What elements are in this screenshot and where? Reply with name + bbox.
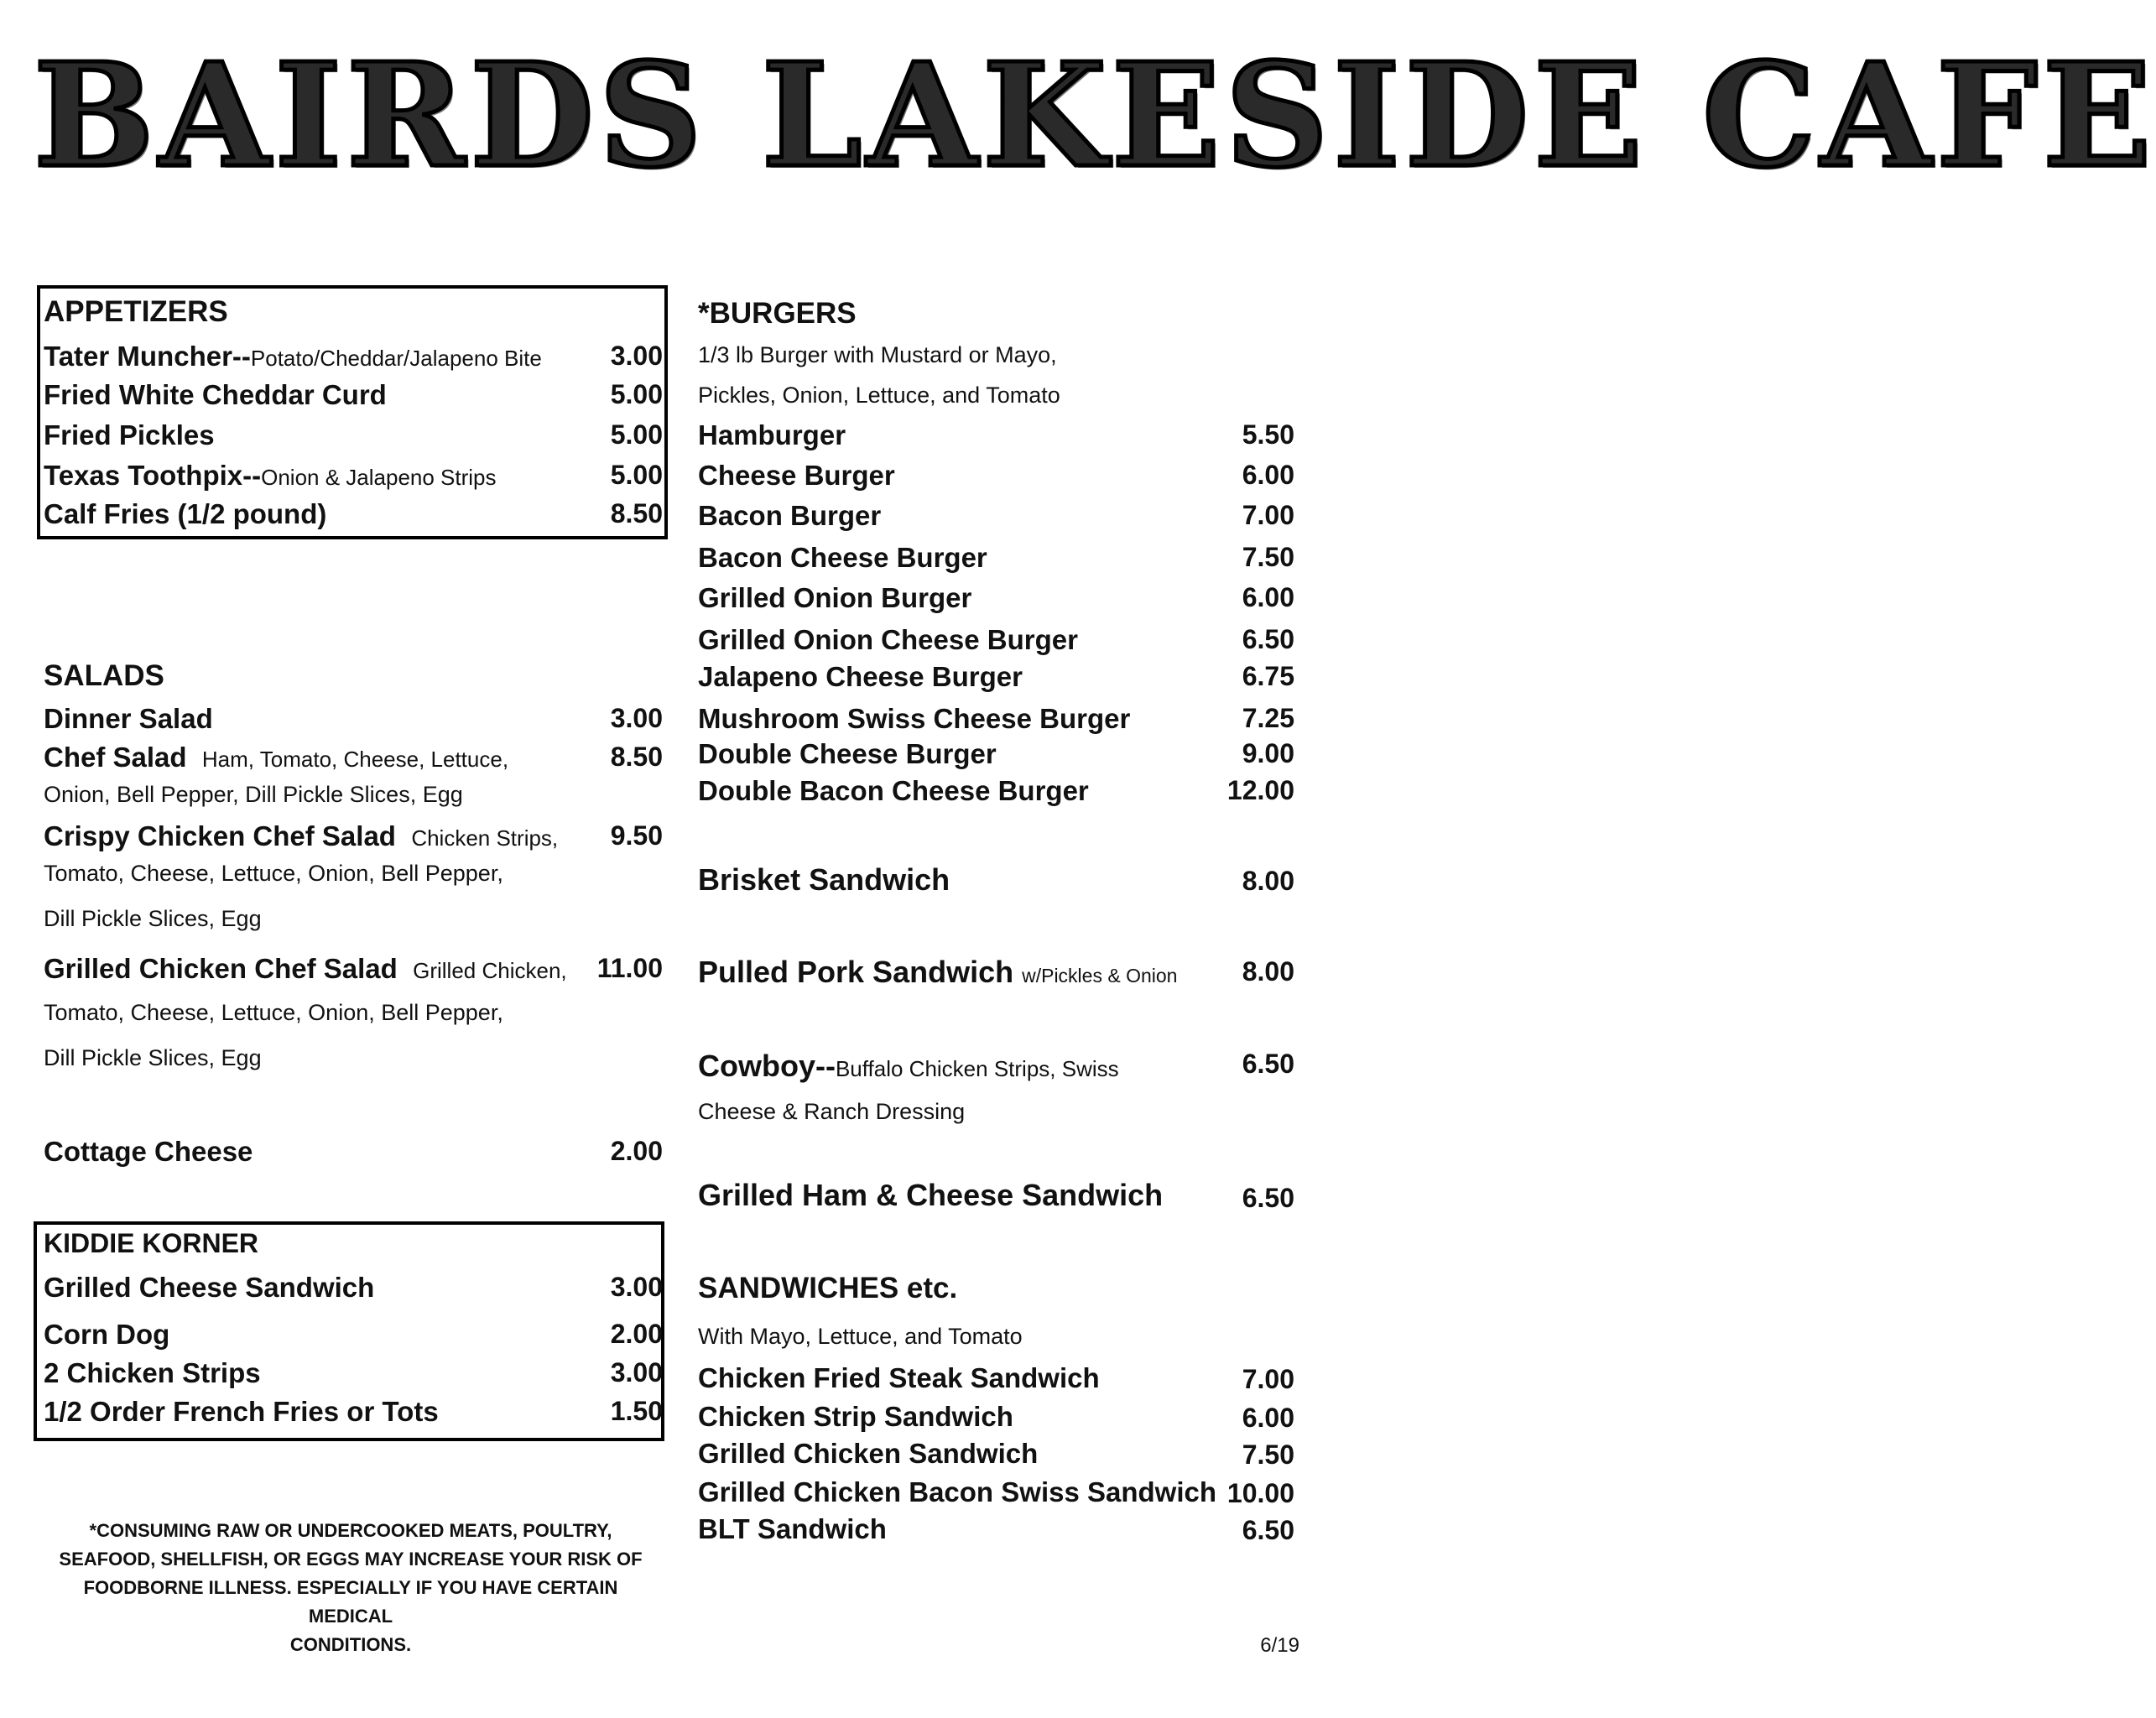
item-price: 5.00 <box>610 460 663 490</box>
menu-item <box>698 955 1177 990</box>
item-desc: Grilled Chicken, <box>413 958 567 983</box>
menu-item: Mushroom Swiss Cheese Burger <box>698 703 1131 734</box>
item-price: 6.50 <box>1242 1049 1294 1079</box>
item-price: 2.00 <box>610 1136 663 1166</box>
item-price: 7.50 <box>1242 542 1294 572</box>
item-price: 6.50 <box>1242 624 1294 654</box>
menu-item: Cottage Cheese <box>44 1136 253 1167</box>
item-name: Grilled Chicken Chef Salad <box>44 953 398 984</box>
item-desc: Potato/Cheddar/Jalapeno Bite <box>250 346 542 371</box>
menu-item: Grilled Chicken Sandwich <box>698 1438 1039 1469</box>
menu-item <box>698 1049 1119 1084</box>
item-price: 3.00 <box>610 1272 663 1302</box>
item-price: 6.00 <box>1242 1403 1294 1433</box>
item-price: 9.00 <box>1242 738 1294 768</box>
item-price: 5.50 <box>1242 419 1294 450</box>
item-desc: Buffalo Chicken Strips, Swiss <box>835 1056 1119 1081</box>
warning-line: CONDITIONS. <box>289 1634 412 1655</box>
kiddie-heading: KIDDIE KORNER <box>44 1228 259 1258</box>
item-price: 7.00 <box>1242 1364 1294 1394</box>
right-column <box>691 285 1299 1627</box>
sandwiches-desc: With Mayo, Lettuce, and Tomato <box>698 1324 1023 1349</box>
burgers-desc: 1/3 lb Burger with Mustard or Mayo, <box>698 342 1057 367</box>
item-name: Pulled Pork Sandwich <box>698 955 1014 989</box>
item-price: 3.00 <box>610 1357 663 1387</box>
item-price: 7.00 <box>1242 500 1294 530</box>
menu-item: Bacon Burger <box>698 500 882 531</box>
item-desc-line: Tomato, Cheese, Lettuce, Onion, Bell Pepper, <box>44 1000 503 1025</box>
item-price: 1.50 <box>610 1396 663 1426</box>
item-name: Crispy Chicken Chef Salad <box>44 820 396 851</box>
item-desc-line: Tomato, Cheese, Lettuce, Onion, Bell Pepper, <box>44 861 503 886</box>
item-price: 8.00 <box>1242 956 1294 987</box>
menu-item: Corn Dog <box>44 1319 170 1350</box>
item-price: 3.00 <box>610 703 663 733</box>
menu-item: Dinner Salad <box>44 703 213 734</box>
item-price: 12.00 <box>1226 775 1294 805</box>
menu-item: Brisket Sandwich <box>698 862 950 897</box>
menu-item: Fried White Cheddar Curd <box>44 379 387 410</box>
item-price: 10.00 <box>1226 1478 1294 1508</box>
menu-item <box>44 820 558 852</box>
item-desc-line: Onion, Bell Pepper, Dill Pickle Slices, Egg <box>44 782 463 807</box>
left-column <box>37 285 668 1627</box>
menu-item <box>44 341 542 372</box>
menu-item: Chicken Fried Steak Sandwich <box>698 1362 1100 1393</box>
menu-item: Bacon Cheese Burger <box>698 542 987 573</box>
menu-item: Grilled Onion Cheese Burger <box>698 624 1078 655</box>
salads-heading: SALADS <box>44 659 164 692</box>
item-desc: Onion & Jalapeno Strips <box>261 465 497 490</box>
item-name: Cowboy-- <box>698 1049 836 1083</box>
menu-item: Grilled Cheese Sandwich <box>44 1272 375 1303</box>
menu-item: 2 Chicken Strips <box>44 1357 261 1388</box>
warning-line: FOODBORNE ILLNESS. ESPECIALLY IF YOU HAVE CERTAIN MEDICAL <box>83 1577 618 1627</box>
warning-line: *CONSUMING RAW OR UNDERCOOKED MEATS, POULTRY, <box>89 1520 612 1541</box>
menu-item: Fried Pickles <box>44 419 215 450</box>
item-price: 6.00 <box>1242 460 1294 490</box>
item-price: 2.00 <box>610 1319 663 1349</box>
menu-item: Hamburger <box>698 419 846 450</box>
item-price: 6.50 <box>1242 1515 1294 1545</box>
menu-item: Chicken Strip Sandwich <box>698 1401 1013 1432</box>
item-price: 9.50 <box>610 820 663 851</box>
burgers-heading: *BURGERS <box>698 297 857 330</box>
item-price: 5.00 <box>610 419 663 450</box>
cafe-title: BAIRDS LAKESIDE CAFE <box>34 32 2156 200</box>
item-price: 6.00 <box>1242 582 1294 612</box>
item-desc-line: Dill Pickle Slices, Egg <box>44 906 262 931</box>
menu-item: Double Cheese Burger <box>698 738 997 769</box>
item-desc: Ham, Tomato, Cheese, Lettuce, <box>201 747 509 772</box>
item-price: 6.75 <box>1242 661 1294 691</box>
menu-item: Grilled Onion Burger <box>698 582 972 613</box>
menu-item: Calf Fries (1/2 pound) <box>44 498 327 529</box>
item-price: 8.00 <box>1242 866 1294 896</box>
item-name: Tater Muncher-- <box>44 341 251 372</box>
menu-item: BLT Sandwich <box>698 1513 887 1544</box>
burgers-desc: Pickles, Onion, Lettuce, and Tomato <box>698 383 1060 408</box>
warning-line: SEAFOOD, SHELLFISH, OR EGGS MAY INCREASE YOUR RISK OF <box>59 1549 643 1570</box>
sandwiches-heading: SANDWICHES etc. <box>698 1272 958 1304</box>
menu-item: 1/2 Order French Fries or Tots <box>44 1396 439 1427</box>
menu-item: Double Bacon Cheese Burger <box>698 775 1089 806</box>
menu-item <box>44 460 497 492</box>
menu-date: 6/19 <box>1260 1634 1299 1657</box>
item-price: 6.50 <box>1242 1183 1294 1213</box>
item-price: 5.00 <box>610 379 663 409</box>
item-desc-line: Dill Pickle Slices, Egg <box>44 1045 262 1070</box>
menu-item: Grilled Chicken Bacon Swiss Sandwich <box>698 1476 1217 1507</box>
item-price: 7.50 <box>1242 1439 1294 1470</box>
item-price: 11.00 <box>596 953 663 983</box>
item-desc: w/Pickles & Onion <box>1022 965 1178 987</box>
item-price: 8.50 <box>610 498 663 528</box>
item-price: 7.25 <box>1242 703 1294 733</box>
item-name: Texas Toothpix-- <box>44 460 262 491</box>
menu-item: Jalapeno Cheese Burger <box>698 661 1023 692</box>
menu-item: Cheese Burger <box>698 460 895 491</box>
item-price: 8.50 <box>610 742 663 772</box>
item-name: Chef Salad <box>44 742 187 773</box>
item-price: 3.00 <box>610 341 663 371</box>
appetizers-heading: APPETIZERS <box>44 295 228 328</box>
menu-item: Grilled Ham & Cheese Sandwich <box>698 1178 1164 1212</box>
food-safety-warning <box>40 1517 661 1659</box>
menu-item <box>44 953 567 985</box>
item-desc-line: Cheese & Ranch Dressing <box>698 1099 966 1124</box>
item-desc: Chicken Strips, <box>411 825 559 851</box>
menu-item <box>44 742 508 773</box>
